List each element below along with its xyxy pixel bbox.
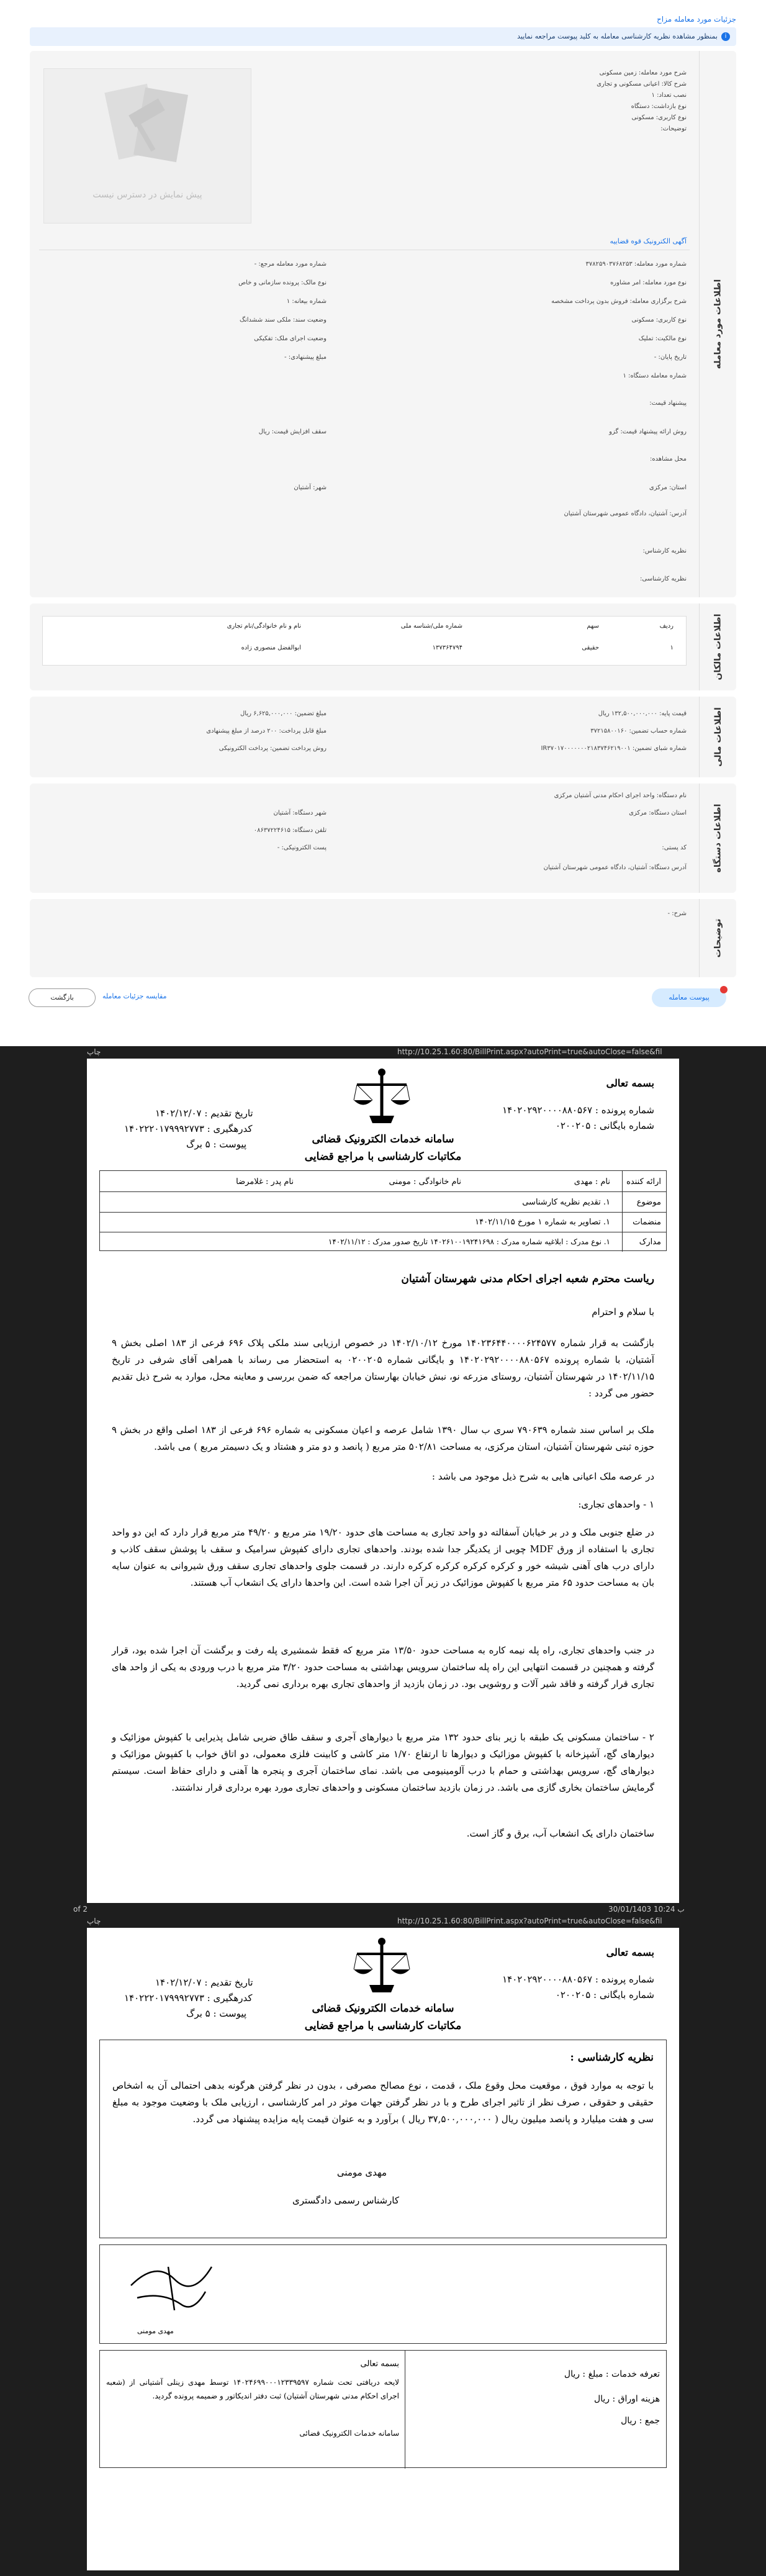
- owners-section-title: اطلاعات مالکان: [699, 603, 736, 690]
- finance-field: شماره شبای تضمین: IR۳۷۰۱۷۰۰۰۰۰۰۰۲۱۸۳۷۴۶۲۱۹۰۰۱: [541, 745, 687, 752]
- document-viewer: [0, 1046, 766, 2576]
- page-url: http://10.25.1.60:80/BillPrint.aspx?autoPrint=true&autoClose=false&fil: [397, 1917, 662, 1925]
- deal-field: شرح برگزاری معامله: فروش بدون پرداخت مشخصه: [551, 298, 687, 305]
- paragraph: ۲ - ساختمان مسکونی یک طبقه با زیر بنای حدود ۱۳۲ متر مربع با دیوارهای آجری و سقف طاق ضربی شامل پذیرایی با کفپوش موزائیک و دیوارهای گچ، آشپزخانه با کفپوش موزائیک و دیوارها تا ارتفاع ۱/۷۰ متر کاشی و کابینت فلزی معمولی، دو اتاق خواب با کفپوش موزائیک و دیوارهای گچ، سرویس بهداشتی و حمام با درب آلومینیومی می باشد. نمای ساختمان آجری و پنجره ها آهنی و دارای حفاظ است. سیستم گرمایش ساختمان بخاری گازی می باشد. در زمان بازدید ساختمان مسکونی و واحدهای تجاری مورد بهره برداری قرار نداشتند.: [112, 1732, 654, 1793]
- finance-field: شماره حساب تضمین: ۳۷۲۱۵۸۰۰۱۶۰: [590, 728, 687, 734]
- deal-info-line: نصب تعداد: ۱: [651, 92, 687, 99]
- print-timestamp: 30/01/1403 10:24 ب: [608, 1905, 685, 1914]
- opinion-box: [99, 2040, 667, 2238]
- finance-section-title: اطلاعات مالی: [699, 697, 736, 777]
- opinion-text: با توجه به موارد فوق ، موقعیت محل وقوع ملک ، قدمت ، نوع مصالح مصرفی ، بدون در نظر گرفتن هرگونه بدهی احتمالی آن به اشخاص حقیقی و حقوقی ، صرف نظر از تاثیر اجرای طرح و با در نظر گرفتن جهات موثر در امر کارشناسی ، ارزیابی ملک با وضعیت موجود به مبلغ سی و هفت میلیارد و پانصد میلیون ریال ( ۳۷,۵۰۰,۰۰۰,۰۰۰ ریال ) برآورد و به عنوان قیمت پایه مزایده پیشنهاد می گردد.: [112, 2080, 654, 2125]
- doc-label: مدارک: [639, 1237, 661, 1247]
- deal-info-section: [30, 51, 736, 597]
- table-header: شماره ملی/شناسه ملی: [400, 623, 462, 630]
- table-cell: ۱: [670, 644, 674, 651]
- org-field: نام دستگاه: واحد اجرای احکام مدنی آشتیان مرکزی: [554, 792, 687, 799]
- image-placeholder-text: پیش نمایش در دسترس نیست: [92, 190, 202, 200]
- bism: بسمه تعالی: [606, 1077, 654, 1089]
- opinion-title: نظریه کارشناسی :: [570, 2051, 654, 2064]
- desc-field: شرح: -: [667, 910, 687, 917]
- org-title-1: سامانه خدمات الکترونیک قضائی: [312, 2002, 454, 2015]
- deal-info-line: نوع بازداشت: دستگاه: [631, 103, 687, 110]
- deal-field: نوع مالک: پرونده سازمانی و خاص: [238, 279, 327, 286]
- fees-total: جمع : ریال: [621, 2416, 660, 2426]
- paragraph: بازگشت به قرار شماره ۱۴۰۲۳۶۴۴۰۰۰۰۶۲۴۵۷۷ مورخ ۱۴۰۲/۱۰/۱۲ در خصوص ارزیابی سند ملکی پلاک ۶۹۶ فرعی از ۱۸۳ اصلی بخش ۹ آشتیان، با شماره پرونده ۱۴۰۲۰۲۹۲۰۰۰۰۸۸۰۵۶۷ و بایگانی شماره ۰۲۰۰۲۰۵ به استحضار می رساند با همراهی آقای شرفی در تاریخ ۱۴۰۲/۱۱/۱۵ در شهرستان آشتیان، روستای مزرعه نو، نبش خیابان بهارستان مراجعه که ضمن بررسی و معاینه محل، موارد به شرح ذیل تقدیم حضور می گردد :: [112, 1337, 654, 1399]
- info-alert: [30, 27, 736, 46]
- paragraph: در جنب واحدهای تجاری، راه پله نیمه کاره به مساحت حدود ۱۳/۵۰ متر مربع که فقط شمشیری پله رفت و برگشت آن اجرا شده بود، قرار گرفته و همچنین در قسمت انتهایی این راه پله ساختمان سرویس بهداشتی به مساحت حدود ۳/۲۰ متر مربع با درب ورودی به یکی از واحد های تجاری قرار گرفته و فاقد شیر آلات و روشویی بود. در زمان بازدید از واحدهای تجاری بهره برداری نمی گردید.: [112, 1645, 655, 1689]
- deal-field: نوع مورد معامله: امر مشاوره: [610, 279, 687, 286]
- subject-label: موضوع: [636, 1198, 661, 1207]
- page-count: of 2: [73, 1905, 88, 1914]
- greeting: با سلام و احترام: [592, 1306, 654, 1317]
- org-field: پست الکترونیکی: -: [277, 844, 327, 851]
- paragraph: در ضلع جنوبی ملک و در بر خیابان آسفالته دو واحد تجاری به مساحت های حدود ۱۹/۲۰ متر مربع و ۴۹/۲۰ متر مربع قرار دارد که این دو واحد تجاری با استفاده از ورق MDF چوبی از یکدیگر جدا شده بودند. واحدهای تجاری دارای کفپوش سرامیک و سقف با پوشش سقف کاذب و دارای درب های آهنی شیشه خور و کرکره کرکره کرکره کرکره دارند. در قسمت جلوی واحدهای تجاری سقف ورق شیروانی به عنوان سایه بان به مساحت حدود ۶۵ متر مربع با کفپوش موزائیک در زیر آن اجرا شده است. این واحدها دارای یک انشعاب آب هستند.: [112, 1527, 654, 1588]
- paragraph: در عرصه ملک اعیانی هایی به شرح ذیل موجود می باشد :: [431, 1471, 654, 1482]
- ref-value: ۱. تصاویر به شماره ۱ مورخ ۱۴۰۲/۱۱/۱۵: [475, 1218, 610, 1227]
- org-section: [30, 784, 736, 893]
- fee-line: هزینه اوراق : ریال: [593, 2394, 660, 2404]
- finance-field: مبلغ تضمین: ۶,۶۲۵,۰۰۰,۰۰۰ ریال: [240, 710, 327, 717]
- header-table: [99, 1170, 667, 1251]
- compare-link[interactable]: مقایسه جزئیات معامله: [102, 992, 167, 1000]
- subject-value: ۱. تقدیم نظریه کارشناسی: [522, 1198, 610, 1207]
- paragraph: ۱ - واحدهای تجاری:: [578, 1499, 654, 1510]
- receipt-bism: بسمه تعالی: [360, 2359, 399, 2369]
- org-title-2: مکاتبات کارشناسی با مراجع قضایی: [304, 2020, 462, 2032]
- doc-value: ۱. نوع مدرک : ابلاغیه شماره مدرک : ۱۴۰۲۶۱۰۰۱۹۲۴۱۶۹۸ تاریخ صدور مدرک : ۱۴۰۲/۱۱/۱۲: [328, 1237, 610, 1246]
- gavel-icon: [43, 69, 251, 187]
- signature-box: [99, 2244, 667, 2344]
- submitter-father: نام پدر : غلامرضا: [236, 1177, 294, 1186]
- receipt-org: سامانه خدمات الکترونیک قضائی: [299, 2429, 399, 2438]
- letter-title: ریاست محترم شعبه اجرای احکام مدنی شهرستان آشتیان: [401, 1273, 654, 1285]
- owners-section: [30, 603, 736, 690]
- org-title-2: مکاتبات کارشناسی با مراجع قضایی: [304, 1150, 462, 1163]
- submitter-family: نام خانوادگی : مومنی: [389, 1177, 461, 1186]
- deal-image-placeholder: [43, 68, 251, 224]
- deal-field: سقف افزایش قیمت: ریال: [258, 428, 327, 435]
- desc-section-title: توضیحات: [699, 899, 736, 977]
- table-cell: ابوالفضل منصوری زاده: [241, 644, 301, 651]
- deal-info-line: توضیحات:: [660, 125, 687, 132]
- deal-field: نظریه کارشناس:: [642, 548, 687, 554]
- org-section-title: اطلاعات دستگاه: [699, 784, 736, 893]
- submit-date: تاریخ تقدیم : ۱۴۰۲/۱۲/۰۷: [155, 1108, 253, 1119]
- deal-field: نوع کاربری: مسکونی: [631, 317, 687, 323]
- finance-field: روش پرداخت تضمین: پرداخت الکترونیکی: [219, 745, 327, 752]
- owners-table: [42, 616, 687, 666]
- org-field: تلفن دستگاه: ۰۸۶۳۷۲۲۴۶۱۵: [253, 827, 327, 834]
- footer-box: [99, 2350, 667, 2468]
- deal-field: پیشنهاد قیمت:: [649, 400, 687, 407]
- archive-number: شماره بایگانی : ۰۲۰۰۲۰۵: [555, 1989, 654, 2000]
- info-icon: i: [721, 32, 730, 41]
- submitter-label: ارائه کننده: [626, 1177, 661, 1186]
- finance-field: مبلغ قابل پرداخت: ۲۰۰ درصد از مبلغ پیشنهادی: [206, 728, 327, 734]
- org-field: شهر دستگاه: آشتیان: [273, 810, 327, 816]
- case-number: شماره پرونده : ۱۴۰۲۰۲۹۲۰۰۰۰۸۸۰۵۶۷: [502, 1974, 654, 1985]
- judiciary-logo-icon: [348, 1066, 416, 1128]
- signature-icon: [119, 2254, 224, 2323]
- table-cell: حقیقی: [582, 644, 599, 651]
- deal-field: مبلغ پیشنهادی: -: [284, 354, 327, 361]
- submitter-name: نام : مهدی: [574, 1177, 610, 1186]
- table-header: نام و نام خانوادگی/نام تجاری: [227, 623, 301, 630]
- deal-info-line: نوع کاربری: مسکونی: [631, 114, 687, 121]
- tracking-code: کدرهگیری : ۱۴۰۲۲۲۰۱۷۹۹۹۲۷۷۳: [124, 1992, 253, 2004]
- deal-field: وضعیت سند: ملکی سند ششدانگ: [240, 317, 327, 323]
- attach-count: پیوست : ۵ برگ: [186, 2008, 247, 2019]
- page-corner: چاپ: [87, 1917, 101, 1925]
- deal-field: شهر: آشتیان: [294, 484, 327, 491]
- bism: بسمه تعالی: [606, 1946, 654, 1958]
- archive-number: شماره بایگانی : ۰۲۰۰۲۰۵: [555, 1120, 654, 1131]
- case-number: شماره پرونده : ۱۴۰۲۰۲۹۲۰۰۰۰۸۸۰۵۶۷: [502, 1105, 654, 1116]
- page-corner: چاپ: [87, 1047, 101, 1056]
- deal-field: نوع مالکیت: تملیک: [638, 335, 687, 342]
- deal-info-line: شرح کالا: اعیانی مسکونی و تجاری: [597, 81, 687, 88]
- notification-badge: [720, 986, 728, 993]
- finance-section: [30, 697, 736, 777]
- deal-field: وضعیت اجرای ملک: تفکیکی: [254, 335, 327, 342]
- signature-label: مهدی مومنی: [137, 2327, 174, 2335]
- signer-name: مهدی مومنی: [336, 2167, 387, 2178]
- deal-field: شماره بیعانه: ۱: [286, 298, 327, 305]
- alert-text: بمنظور مشاهده نظریه کارشناسی معامله به کلید پیوست مراجعه نمایید: [517, 32, 718, 40]
- receipt-text: لایحه دریافتی تحت شماره ۱۴۰۲۴۶۹۹۰۰۰۱۲۳۳۹۵۹۷ توسط مهدی زینلی آشتیانی از (شعبه اجرای احکام مدنی شهرستان آشتیان) ثبت دفتر اندیکاتور و ضمیمه پرونده گردید.: [106, 2378, 399, 2400]
- attachment-button[interactable]: پیوست معامله: [652, 988, 726, 1007]
- desc-section: [30, 899, 736, 977]
- org-field: آدرس دستگاه: آشتیان، دادگاه عمومی شهرستان آشتیان: [543, 864, 687, 871]
- submit-date: تاریخ تقدیم : ۱۴۰۲/۱۲/۰۷: [155, 1977, 253, 1988]
- deal-field: استان: مرکزی: [649, 484, 687, 491]
- ad-link[interactable]: آگهی الکترونیک قوه قضاییه: [610, 237, 687, 245]
- deal-field: محل مشاهده:: [649, 456, 687, 463]
- paragraph: ملک بر اساس سند شماره ۷۹۰۶۳۹ سری ب سال ۱۳۹۰ شامل عرصه و اعیان مسکونی به شماره ۶۹۶ فرعی از ۱۸۳ اصلی واقع در بخش ۹ حوزه ثبتی شهرستان آشتیان، استان مرکزی، به مساحت ۵۰۲/۸۱ متر مربع ( پانصد و دو متر و هشتاد و یک دسیمتر مربع ) می باشد.: [112, 1424, 654, 1452]
- signer-role: کارشناس رسمی دادگستری: [292, 2195, 399, 2206]
- tracking-code: کدرهگیری : ۱۴۰۲۲۲۰۱۷۹۹۹۲۷۷۳: [124, 1123, 253, 1134]
- deal-section-title: اطلاعات مورد معامله: [699, 51, 736, 597]
- page-url: http://10.25.1.60:80/BillPrint.aspx?autoPrint=true&autoClose=false&fil: [397, 1047, 662, 1056]
- back-button[interactable]: بازگشت: [29, 988, 96, 1007]
- table-header: ردیف: [659, 623, 674, 630]
- deal-field: شماره مورد معامله: ۳۷۸۲۵۹۰۳۷۶۸۲۵۳: [585, 261, 687, 268]
- judiciary-logo-icon: [348, 1935, 416, 1997]
- deal-field: آدرس: آشتیان، دادگاه عمومی شهرستان آشتیان: [564, 510, 687, 517]
- deal-field: تاریخ پایان: -: [654, 354, 687, 361]
- finance-field: قیمت پایه: ۱۳۲,۵۰۰,۰۰۰,۰۰۰ ریال: [598, 710, 687, 717]
- deal-field: نظریه کارشناسی:: [640, 576, 687, 582]
- org-title-1: سامانه خدمات الکترونیک قضائی: [312, 1133, 454, 1146]
- ref-label: منضمات: [633, 1218, 661, 1227]
- deal-info-line: شرح مورد معامله: زمین مسکونی: [599, 70, 687, 76]
- document-page-1: [87, 1059, 679, 1903]
- table-header: سهم: [587, 623, 599, 630]
- deal-field: روش ارائه پیشنهاد قیمت: گزو: [609, 428, 687, 435]
- document-page-2: [87, 1928, 679, 2570]
- paragraph: ساختمان دارای یک انشعاب آب، برق و گاز است.: [466, 1828, 654, 1839]
- deal-field: شماره مورد معامله مرجع: -: [254, 261, 327, 268]
- org-field: استان دستگاه: مرکزی: [629, 810, 687, 816]
- deal-field: شماره معامله دستگاه: ۱: [623, 373, 687, 379]
- fees-title: تعرفه خدمات : مبلغ : ریال: [564, 2369, 660, 2379]
- page-title: جزئیات مورد معامله مزاح: [657, 15, 736, 24]
- attach-count: پیوست : ۵ برگ: [186, 1139, 247, 1150]
- table-cell: ۱۳۷۳۶۴۷۹۴: [432, 644, 462, 651]
- org-field: کد پستی:: [662, 844, 687, 851]
